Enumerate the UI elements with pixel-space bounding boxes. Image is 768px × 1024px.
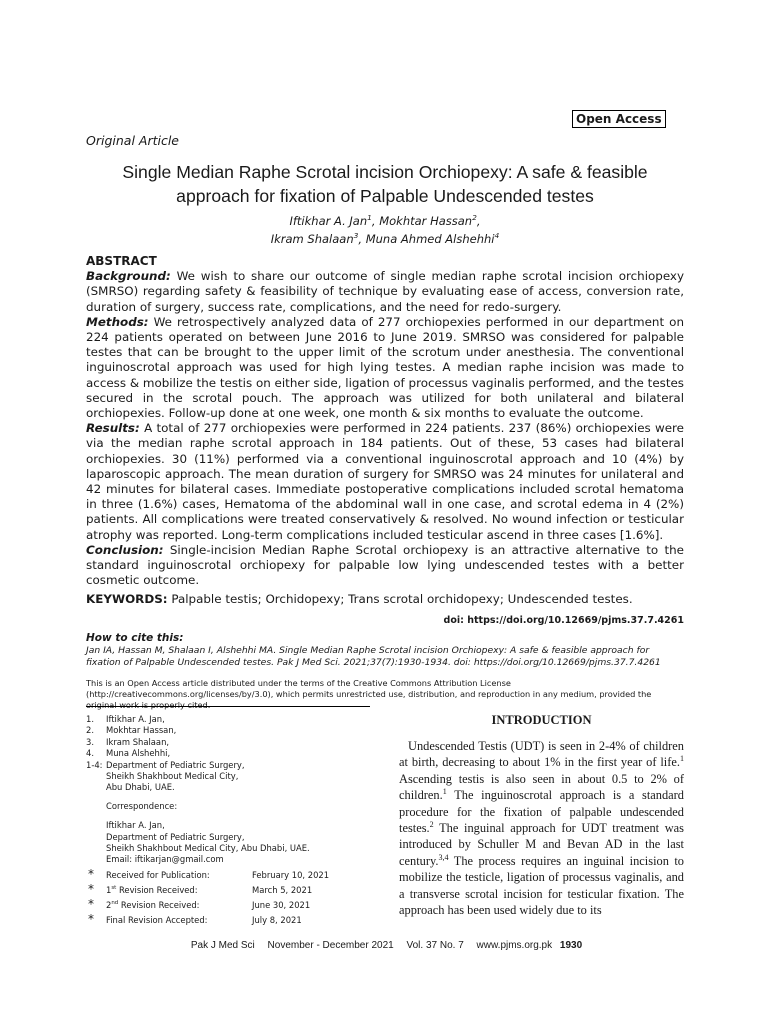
affiliation-list [86,714,376,794]
abstract-background [86,269,684,315]
affiliation-number: 1-4: [86,759,103,770]
affiliation-row [86,748,376,759]
introduction-heading: INTRODUCTION [491,713,592,727]
divider [86,706,370,707]
ref-sup: 1 [442,787,447,797]
affiliation-row [86,737,376,748]
date-row [86,913,386,928]
ref-sup: 1 [679,754,684,764]
affiliations [86,714,376,866]
author-affil-sup: 2 [472,213,477,223]
footer-issue: November - December 2021 [267,940,394,951]
correspondence-line: Email: iftikarjan@gmail.com [106,854,224,865]
correspondence-lines [86,820,376,866]
affiliation-row [86,725,376,736]
affiliation-row [86,771,376,782]
date-row [86,883,386,898]
date-value: March 5, 2021 [252,885,313,895]
date-label-sup: st [111,885,117,892]
date-label [106,868,210,883]
cite-heading: How to cite this: [86,632,184,644]
date-row [86,898,386,913]
bullet-icon: * [88,897,94,911]
date-value: June 30, 2021 [252,900,311,910]
date-value: February 10, 2021 [252,870,330,880]
methods-label: Methods: [86,314,149,329]
affiliation-text: Ikram Shalaan, [106,736,170,747]
abstract-section [86,254,684,588]
footer-journal: Pak J Med Sci [190,940,255,951]
author-name: Iftikhar A. Jan [289,214,368,228]
affiliation-number: 3. [86,736,94,747]
author-affil-sup: 4 [494,231,500,241]
intro-sentence: Undescended Testis (UDT) is seen in 2-4% of children at birth, decreasing to about 1% in the first year of life. [399,739,684,770]
affiliation-text: Iftikhar A. Jan, [106,714,165,724]
bullet-icon: * [88,912,94,926]
date-label [106,883,198,898]
abstract-results [86,421,684,543]
footer-site: www.pjms.org.pk [476,940,553,951]
author-list: Iftikhar A. Jan$^1$, Mokhtar Hassan$^2$, Ikram Shalaan$^3$, Muna Ahmed Alshehhi$^4$ [270,213,500,246]
license-text: This is an Open Access article distributed under the terms of the Creative Commons Attribution License (http://creativecommons.org/licenses/by/3.0), which permits unrestricted use, distribution, and reproduction in any medium, provided the original work is properly cited. [86,678,652,710]
how-to-cite [86,632,684,670]
affiliation-row [86,760,376,771]
keywords-label: KEYWORDS: [86,592,168,606]
article-type: Original Article [86,133,179,148]
date-list [86,868,386,928]
publication-dates [86,868,386,928]
results-text: A total of 277 orchiopexies were performed in 224 patients. 237 (86%) orchiopexies were via the median raphe scrotal approach in 184 patients. Out of these, 53 cases had bilateral orchiopexies. 30 (11%) performed via a conventional inguinoscrotal approach and 10 (4%) by laparoscopic approach. The mean duration of surgery for SMRSO was 24 minutes for unilateral and 42 minutes for bilateral cases. Immediate postoperative complications included scrotal hematoma in three (1.6%) cases, Hematoma of the abdominal wall in one case, and scrotal edema in 4 (2%) patients. All complications were treated conservatively & resolved. No wound infection or testicular atrophy was reported. Long-term complications included testicular ascend in three cases [1.6%]. [86,421,684,542]
page-footer [0,940,768,951]
ref-sup: 3,4 [438,852,449,862]
author-name: Muna Ahmed Alshehhi [365,232,495,246]
footer-page-number: 1930 [559,940,583,951]
keywords [86,592,684,606]
affiliation-number: 2. [86,725,94,736]
intro-sentence: Ascending testis is also seen in about 0.5 to 2% of children. [399,771,684,803]
open-access-badge: Open Access [572,110,666,128]
date-label [106,898,200,913]
affiliation-text: Abu Dhabi, UAE. [106,782,175,793]
bullet-icon: * [88,867,94,881]
date-row [86,868,386,883]
conclusion-label: Conclusion: [86,542,164,557]
methods-text: We retrospectively analyzed data of 277 orchiopexies performed in our department on 224 patients operated on between June 2016 to June 2019. SMRSO was considered for palpable testes that can be brought to the upper limit of the scrotum under anesthesia. The conventional inguinoscrotal approach was used for high lying testes. A median raphe incision was made to access & mobilize the testis on either side, ligation of processus vaginalis performed, and the testes secured in the scrotal pouch. The approach was utilized for both unilateral and bilateral orchiopexies. Follow-up done at one week, one month & six months to evaluate the outcome. [86,314,684,421]
date-label-rest: Revision Received: [118,900,200,910]
correspondence-line: Department of Pediatric Surgery, [106,831,245,842]
doi-link[interactable]: doi: https://doi.org/10.12669/pjms.37.7.4261 [443,615,684,626]
affiliation-text: Sheikh Shakhbout Medical City, [106,771,239,782]
date-label-text: 1 [106,885,112,895]
affiliation-text: Mokhtar Hassan, [106,725,177,736]
affiliation-row [86,782,376,793]
author-name: Ikram Shalaan [270,232,354,246]
introduction-text [399,738,684,918]
date-label-text: Received for Publication: [106,870,210,880]
background-text: We wish to share our outcome of single median raphe scrotal incision orchiopexy (SMRSO) regarding safety & feasibility of technique by evaluating ease of access, conversion rate, duration of surgery, success rate, complications, and the need for redo-surgery. [86,269,684,314]
ref-sup: 2 [429,819,434,829]
cite-text: Jan IA, Hassan M, Shalaan I, Alshehhi MA. Single Median Raphe Scrotal incision Orchiopexy: A safe & feasible approach for fixation of Palpable Undescended testes. Pak J Med Sci. 2021;37(7):1930-1934. doi: https://doi.org/10.12669/pjms.37.7.4261 [86,644,661,669]
date-value: July 8, 2021 [252,915,302,925]
date-label-rest: Revision Received: [116,885,198,895]
abstract-methods [86,315,684,421]
article-title: Single Median Raphe Scrotal incision Orchiopexy: A safe & feasible approach for fixation of Palpable Undescended testes [122,162,648,206]
date-label-sup: nd [111,900,119,907]
affiliation-row [86,714,376,725]
intro-sentence: The inguinal approach for UDT treatment was introduced by Schuller M and Bevan AD in the last century. [399,821,684,868]
author-name: Mokhtar Hassan [379,214,473,228]
intro-sentence: The inguinoscrotal approach is a standard procedure for the fixation of palpable undescended testes. [399,788,684,836]
affiliation-number: 4. [86,748,94,759]
footer-volume: Vol. 37 No. 7 [406,940,464,951]
affiliation-text: Department of Pediatric Surgery, [106,759,245,770]
correspondence-line: Iftikhar A. Jan, [106,820,165,831]
bullet-icon: * [88,882,94,896]
affiliation-text: Muna Alshehhi, [106,748,171,759]
author-affil-sup: 1 [367,213,372,223]
conclusion-text: Single-incision Median Raphe Scrotal orchiopexy is an attractive alternative to the standard inguinoscrotal orchiopexy for palpable low lying undescended testes with a better cosmetic outcome. [86,542,684,588]
correspondence-line: Sheikh Shakhbout Medical City, Abu Dhabi, UAE. [106,843,310,854]
correspondence-label: Correspondence: [106,800,178,811]
author-affil-sup: 3 [353,231,359,241]
affiliation-number: 1. [86,714,94,724]
intro-sentence: The process requires an inguinal incision to mobilize the testicle, ligation of processus vaginalis, and a transverse scrotal incision for testicular fixation. The approach has been used widely due to its [399,853,684,918]
date-label [106,913,207,928]
abstract-conclusion [86,543,684,589]
abstract-heading: ABSTRACT [86,254,157,268]
results-label: Results: [86,421,140,436]
date-label-text: Final Revision Accepted: [106,915,208,925]
date-label-text: 2 [106,900,112,910]
keywords-text: Palpable testis; Orchidopexy; Trans scrotal orchidopexy; Undescended testes. [171,592,633,606]
background-label: Background: [86,269,171,284]
